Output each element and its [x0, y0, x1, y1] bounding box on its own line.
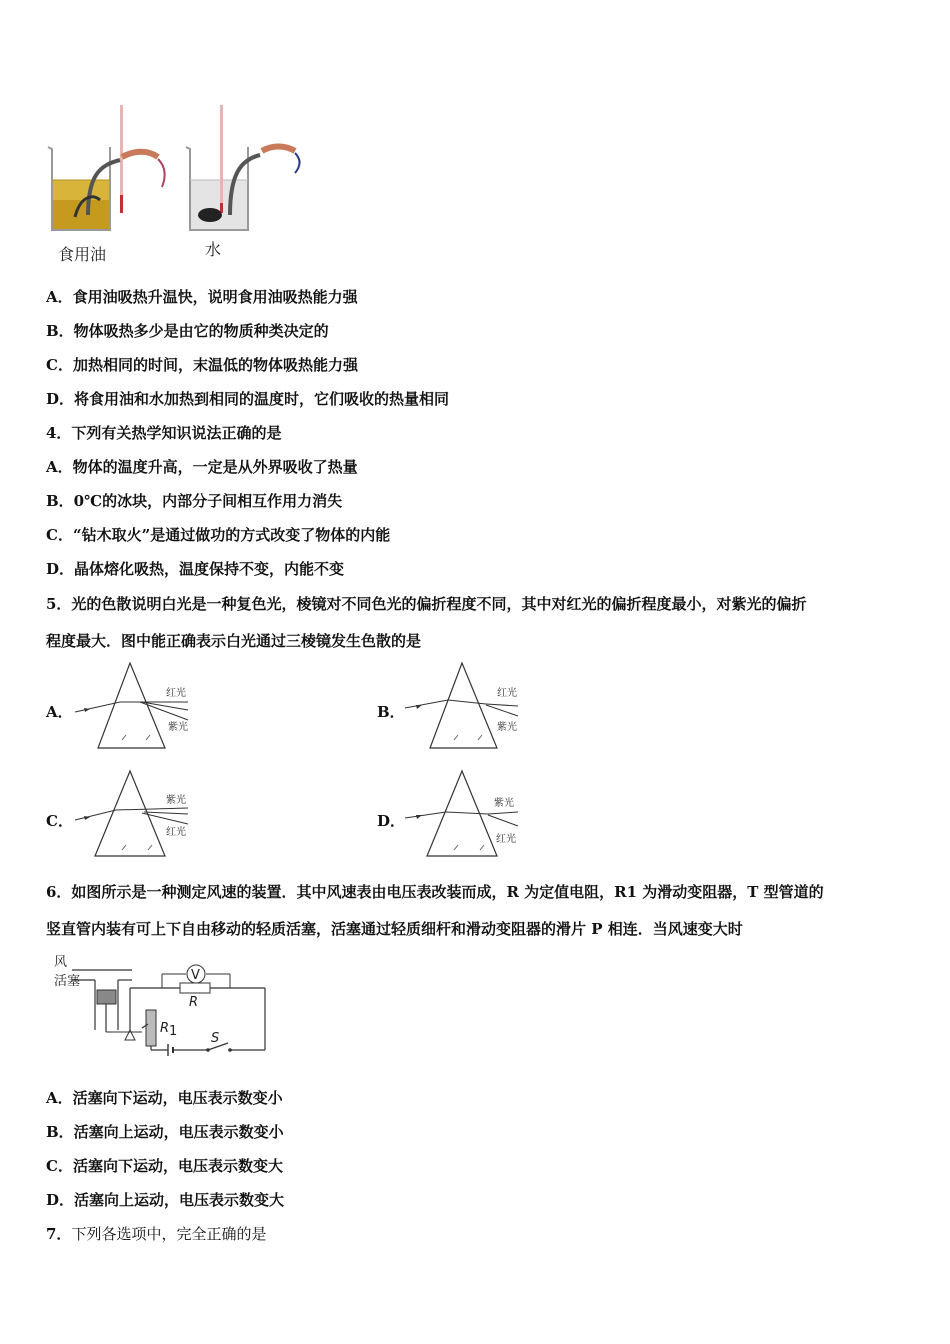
q6-option-b: B．活塞向上运动，电压表示数变小 [46, 1123, 284, 1141]
water-beaker [186, 105, 300, 230]
q6-option-a: A．活塞向下运动，电压表示数变小 [46, 1089, 283, 1107]
q3-option-c: C．加热相同的时间，末温低的物体吸热能力强 [46, 356, 358, 374]
beakers-illustration [40, 105, 310, 235]
q6-option-c: C．活塞向下运动，电压表示数变大 [46, 1157, 283, 1175]
q5-option-d-letter: D． [377, 812, 406, 830]
resistor-label: R [189, 995, 199, 1010]
prism-c-bottom-label: 红光 [166, 827, 186, 838]
q3-option-d: D．将食用油和水加热到相同的温度时，它们吸收的热量相同 [46, 390, 450, 408]
prism-d-bottom-label: 红光 [496, 834, 516, 845]
q6-option-d: D．活塞向上运动，电压表示数变大 [46, 1191, 285, 1209]
q4-stem: 4．下列有关热学知识说法正确的是 [46, 424, 282, 442]
q5-stem-line2: 程度最大．图中能正确表示白光通过三棱镜发生色散的是 [46, 632, 422, 650]
prism-c [70, 768, 200, 860]
rheostat-subscript: 1 [169, 1024, 178, 1039]
prism-a-bottom-label: 紫光 [168, 722, 188, 733]
q6-stem-line2: 竖直管内装有可上下自由移动的轻质活塞，活塞通过轻质细杆和滑动变阻器的滑片 P 相连．当风速变大时 [46, 920, 743, 938]
q5-option-a-letter: A． [46, 703, 73, 721]
q7-number: 7． [46, 1225, 72, 1243]
prism-b [400, 660, 530, 752]
beakers-figure [40, 105, 310, 270]
q3-option-a: A．食用油吸热升温快，说明食用油吸热能力强 [46, 288, 358, 306]
q4-option-b: B．0℃的冰块，内部分子间相互作用力消失 [46, 492, 343, 510]
oil-label: 食用油 [58, 245, 107, 264]
q5-option-c-letter: C． [46, 812, 73, 830]
wind-label: 风 [54, 955, 68, 970]
rheostat-label: R [160, 1021, 170, 1036]
prism-d-top-label: 紫光 [494, 798, 514, 809]
oil-beaker [48, 105, 165, 230]
prism-d [400, 768, 530, 860]
q3-option-b: B．物体吸热多少是由它的物质种类决定的 [46, 322, 329, 340]
water-label: 水 [205, 240, 222, 259]
piston-label: 活塞 [54, 974, 81, 989]
q5-option-b-letter: B． [377, 703, 405, 721]
q4-option-d: D．晶体熔化吸热，温度保持不变，内能不变 [46, 560, 345, 578]
prism-a-top-label: 红光 [166, 688, 186, 699]
q6-stem-line1: 6．如图所示是一种测定风速的装置．其中风速表由电压表改装而成，R 为定值电阻，R1 为滑动变阻器，T 型管道的 [46, 883, 824, 901]
q4-option-c: C．“钻木取火”是通过做功的方式改变了物体的内能 [46, 526, 391, 544]
prism-b-bottom-label: 紫光 [497, 722, 517, 733]
prism-b-top-label: 红光 [497, 688, 517, 699]
prism-a [70, 660, 200, 752]
q4-option-a: A．物体的温度升高，一定是从外界吸收了热量 [46, 458, 358, 476]
q5-stem-line1: 5．光的色散说明白光是一种复色光，棱镜对不同色光的偏折程度不同，其中对红光的偏折程度最小，对紫光的偏折 [46, 595, 807, 613]
wind-speed-circuit [50, 950, 275, 1060]
prism-c-top-label: 紫光 [166, 795, 186, 806]
q7-stem: 下列各选项中，完全正确的是 [71, 1225, 267, 1243]
voltmeter-label: V [191, 968, 200, 983]
q7-stem-line [46, 1223, 266, 1244]
switch-label: S [211, 1031, 220, 1046]
